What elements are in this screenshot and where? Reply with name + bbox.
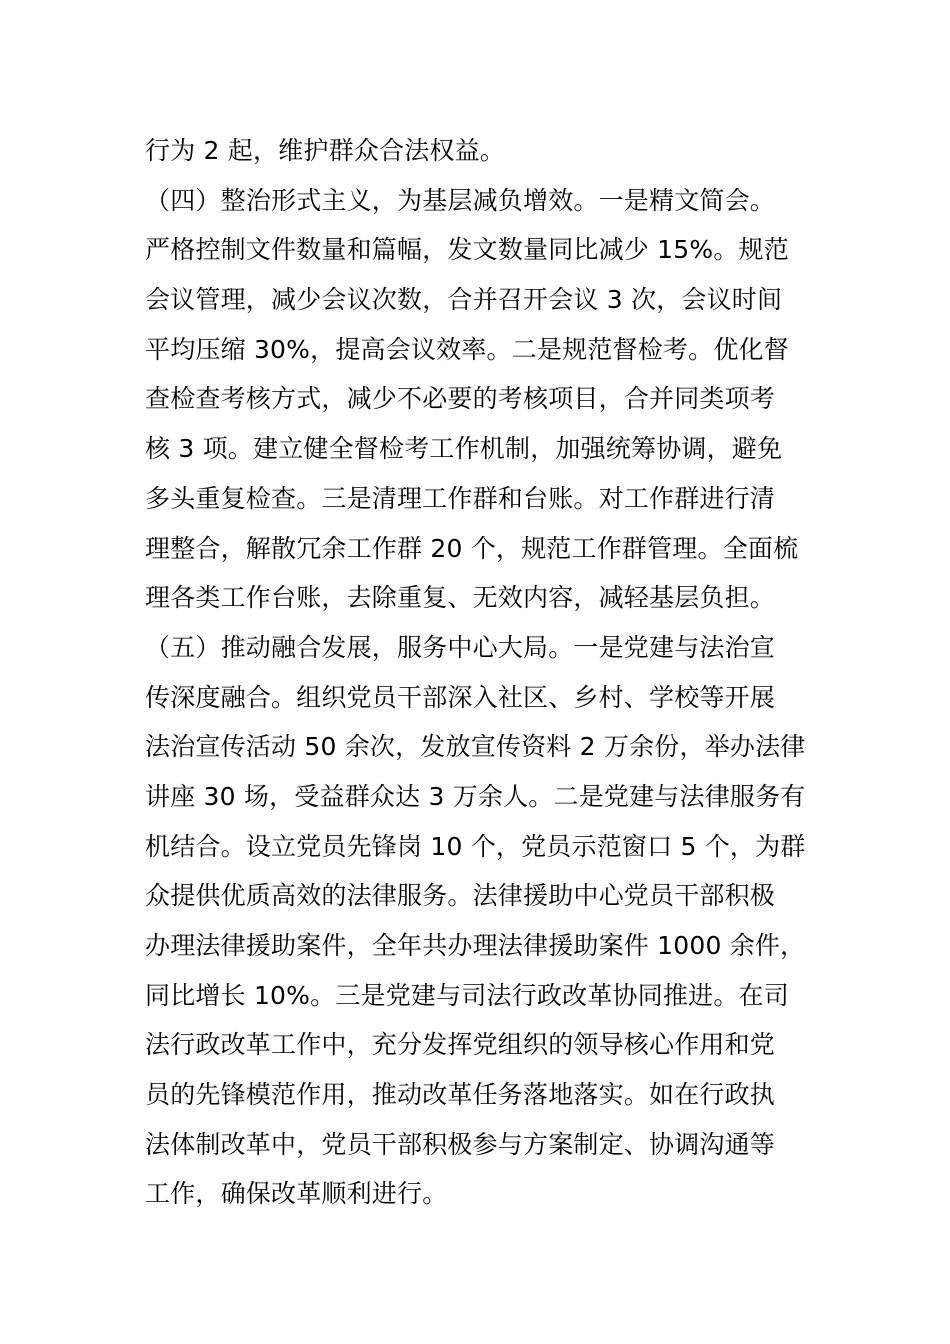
text-line: 法行政改革工作中，充分发挥党组织的领导核心作用和党 xyxy=(145,1030,776,1060)
text-line: 严格控制文件数量和篇幅，发文数量同比减少 15%。规范 xyxy=(145,235,789,265)
text-line: 会议管理，减少会议次数，合并召开会议 3 次，会议时间 xyxy=(145,285,783,315)
text-line: 理整合，解散冗余工作群 20 个，规范工作群管理。全面梳 xyxy=(145,533,799,563)
text-line: 行为 2 起，维护群众合法权益。 xyxy=(145,136,506,165)
text-line: 办理法律援助案件，全年共办理法律援助案件 1000 余件， xyxy=(145,931,806,960)
text-line: 员的先锋模范作用，推动改革任务落地落实。如在行政执 xyxy=(145,1080,776,1110)
text-line: 核 3 项。建立健全督检考工作机制，加强统筹协调，避免 xyxy=(145,434,783,464)
body-text xyxy=(145,126,825,1219)
text-line: 讲座 30 场，受益群众达 3 万余人。二是党建与法律服务有 xyxy=(145,781,806,811)
text-line: 机结合。设立党员先锋岗 10 个，党员示范窗口 5 个，为群 xyxy=(145,831,806,861)
text-line: 同比增长 10%。三是党建与司法行政改革协同推进。在司 xyxy=(145,980,789,1010)
text-line: 多头重复检查。三是清理工作群和台账。对工作群进行清 xyxy=(145,483,776,513)
text-line: 传深度融合。组织党员干部深入社区、乡村、学校等开展 xyxy=(145,682,776,712)
text-line: 工作，确保改革顺利进行。 xyxy=(145,1179,448,1209)
text-line: 理各类工作台账，去除重复、无效内容，减轻基层负担。 xyxy=(145,583,776,613)
text-line: 法治宣传活动 50 余次，发放宣传资料 2 万余份，举办法律 xyxy=(145,732,806,762)
section-heading-line: （四）整治形式主义，为基层减负增效。一是精文简会。 xyxy=(145,185,776,215)
section-heading-line: （五）推动融合发展，服务中心大局。一是党建与法治宣 xyxy=(145,632,776,662)
text-line: 法体制改革中，党员干部积极参与方案制定、协调沟通等 xyxy=(145,1129,776,1159)
text-line: 查检查考核方式，减少不必要的考核项目，合并同类项考 xyxy=(145,384,776,414)
text-line: 平均压缩 30%，提高会议效率。二是规范督检考。优化督 xyxy=(145,334,789,364)
text-line: 众提供优质高效的法律服务。法律援助中心党员干部积极 xyxy=(145,881,776,911)
